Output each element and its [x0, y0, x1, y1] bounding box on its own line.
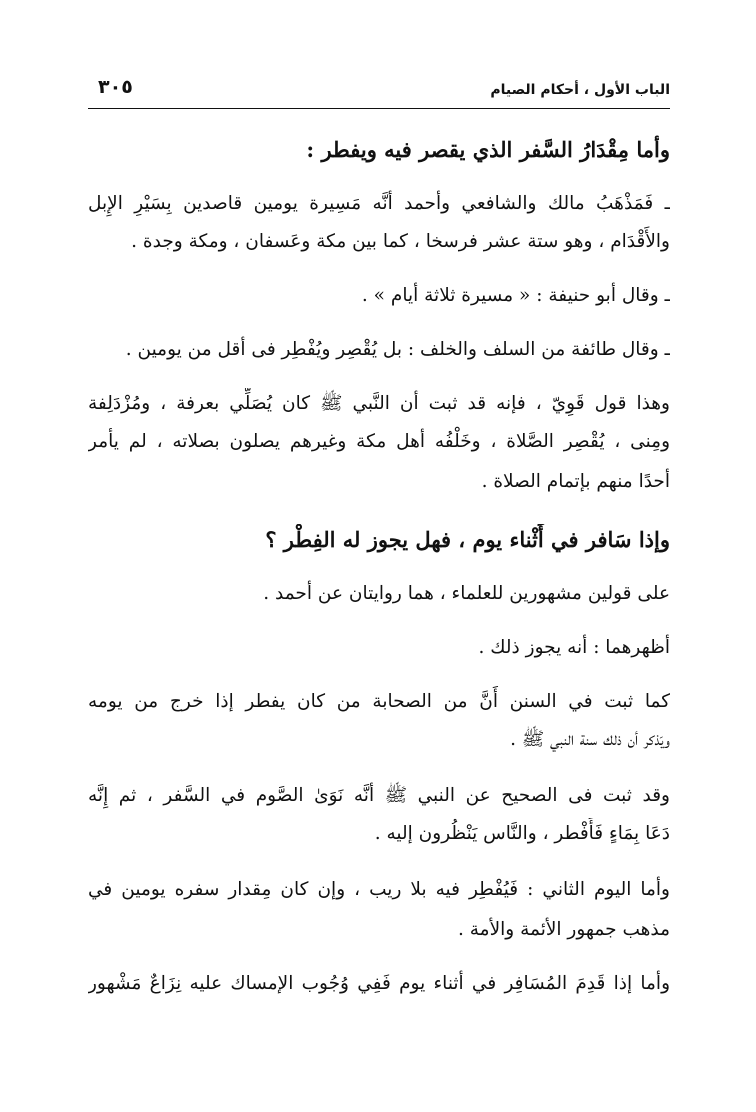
text-line: والأَقْدَام ، وهو ستة عشر فرسخا ، كما بين مكة وعَسفان ، ومكة وجدة .	[131, 231, 670, 252]
text-line: أحدًا منهم بإتمام الصلاة .	[481, 471, 670, 492]
page-number: ٣٠٥	[98, 76, 133, 98]
text-line: مذهب جمهور الأئمة والأمة .	[457, 919, 670, 940]
text-line: ويَذكر أن ذلك سنة النبي ﷺ .	[510, 729, 670, 750]
text-line: ـ وقال أبو حنيفة : « مسيرة ثلاثة أيام » .	[361, 285, 670, 306]
text-line: ـ وقال طائفة من السلف والخلف : بل يُقْصِر ويُفْطِر فى أقل من يومين .	[125, 339, 670, 360]
text-line: كما ثبت في السنن أَنَّ من الصحابة من كان يفطر إذا خرج من يومه	[88, 691, 670, 712]
text-line: ومِنى ، يُقْصِر الصَّلاة ، وخَلْفُه أهل مكة وغيرهم يصلون بصلاته ، لم يأمر	[88, 431, 670, 452]
text-line: وأما اليوم الثاني : فَيُفْطِر فيه بلا ريب ، وإن كان مِقدار سفره يومين في	[88, 879, 670, 900]
running-title: الباب الأول ، أحكام الصيام	[490, 82, 670, 98]
text-line: دَعَا بِمَاءٍ فَأَفْطر ، والنَّاس يَنْظُرون إليه .	[374, 823, 670, 844]
text-line: أظهرهما : أنه يجوز ذلك .	[478, 637, 670, 658]
text-line: على قولين مشهورين للعلماء ، هما روايتان عن أحمد .	[263, 583, 670, 604]
page-header	[88, 74, 670, 109]
text-line: وأما إذا قَدِمَ المُسَافِر في أثناء يوم فَفِي وُجُوب الإمساك عليه نِزَاعٌ مَشْهور	[88, 973, 670, 994]
heading-travel-distance: وأما مِقْدَارُ السَّفر الذي يقصر فيه ويفطر :	[306, 137, 670, 162]
heading-travel-midday: وإذا سَافر في أَثْناء يوم ، فهل يجوز له الفِطْر ؟	[265, 527, 670, 552]
text-line: وقد ثبت فى الصحيح عن النبي ﷺ أنَّه نَوَىٰ الصَّوم في السَّفر ، ثم إِنَّه	[88, 785, 670, 806]
text-line: ـ فَمَذْهَبُ مالك والشافعي وأحمد أنَّه مَسِيرة يومين قاصدين بِسَيْرِ الإِبل	[88, 193, 670, 214]
text-line: وهذا قول قَوِيّ ، فإنه قد ثبت أن النَّبي ﷺ كان يُصَلِّي بعرفة ، ومُزْدَلِفة	[88, 393, 670, 414]
